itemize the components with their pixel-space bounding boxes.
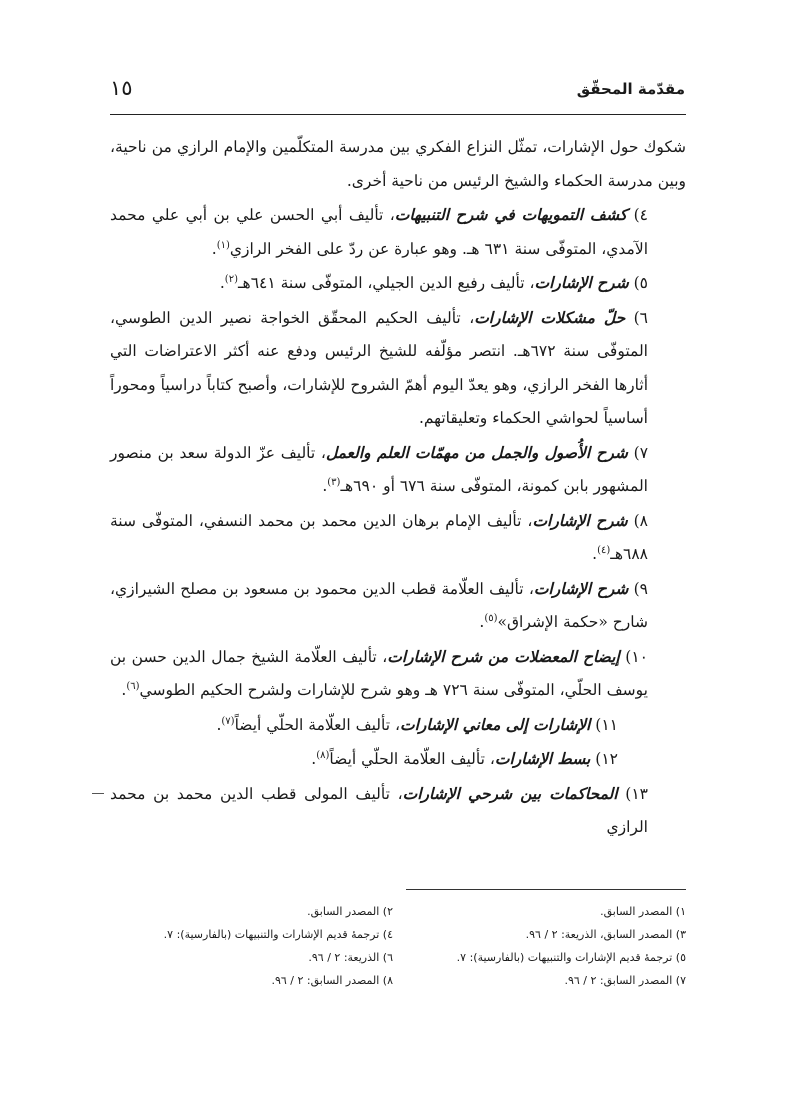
footnote-rule [406, 889, 686, 890]
list-item: ٧) شرح الأُصول والجمل من مهمّات العلم والعمل، تأليف عزّ الدولة سعد بن منصور المشهور بابن كمونة، المتوفّى سنة ٦٧٦ أو ٦٩٠هـ$^{(٣)}$. [110, 442, 649, 495]
footnote-ref: (٢) [224, 273, 238, 285]
footnote: ٨) المصدر السابق: ٢ / ٩٦. [271, 974, 393, 987]
item-text: ، تأليف الإمام برهان الدين محمد بن محمد النسفي، المتوفّى سنة ٦٨٨هـ [110, 511, 648, 563]
list-item: ١٠) إيضاح المعضلات من شرح الإشارات، تأليف العلّامة الشيخ جمال الدين حسن بن يوسف الحلّي، المتوفّى سنة ٧٢٦ هـ وهو شرح للإشارات ولشرح الحكيم الطوسي$^{(٦)}$. [110, 646, 648, 699]
item-number: ١٢) [590, 750, 618, 768]
item-text: ، تأليف العلّامة الشيخ جمال الدين حسن بن يوسف الحلّي، المتوفّى سنة ٧٢٦ هـ وهو شرح للإشارات ولشرح الحكيم الطوسي [110, 647, 648, 699]
book-title: المحاكمات بين شرحي الإشارات [402, 783, 618, 803]
item-number: ٧) [627, 443, 649, 462]
paragraph-text: شكوك حول الإشارات، تمثّل النزاع الفكري بين مدرسة المتكلّمين والإمام الرازي من ناحية، وبين مدرسة الحكماء والشيخ الرئيس من ناحية أخرى. [110, 138, 686, 190]
list-item [110, 777, 686, 845]
item-text: ، تأليف عزّ الدولة سعد بن منصور المشهور بابن كمونة، المتوفّى سنة ٦٧٦ أو ٦٩٠هـ [110, 443, 648, 495]
footnote-ref: (٣) [327, 476, 341, 488]
footnote-ref: (٤) [597, 544, 611, 556]
list-item: ١١) الإشارات إلى معاني الإشارات، تأليف العلّامة الحلّي أيضاً$^{(٧)}$. [216, 714, 618, 734]
list-item: ٥) شرح الإشارات، تأليف رفيع الدين الجيلي، المتوفّى سنة ٦٤١هـ$^{(٢)}$. [219, 273, 648, 292]
footnotes [110, 900, 686, 992]
footnote-ref: (٦) [126, 680, 140, 692]
item-number: ١١) [590, 715, 618, 734]
item-number: ١٠) [619, 647, 648, 666]
item-number: ١٣) [617, 784, 648, 803]
book-title: شرح الإشارات [533, 578, 629, 598]
footnote: ٥) ترجمهٔ قديم الإشارات والتنبيهات (بالفارسية): ٧. [456, 951, 686, 964]
list-item: ٨) شرح الإشارات، تأليف الإمام برهان الدين محمد بن محمد النسفي، المتوفّى سنة ٦٨٨هـ$^{(٤)}$. [110, 510, 648, 563]
list-item: ١٢) بسط الإشارات، تأليف العلّامة الحلّي أيضاً$^{(٨)}$. [311, 749, 618, 768]
book-title: شرح الإشارات [532, 510, 628, 530]
book-title: حلّ مشكلات الإشارات [474, 307, 626, 327]
book-title: إيضاح المعضلات من شرح الإشارات [387, 646, 620, 666]
item-text: ، تأليف الحكيم المحقّق الخواجة نصير الدين الطوسي، المتوفّى سنة ٦٧٢هـ. انتصر مؤلّفه للشيخ الرئيس ودفع عنه أكثر الاعتراضات التي أثارها الفخر الرازي، وهو يعدّ اليوم أهمّ الشروح للإشارات، وأصبح كتاباً دراسياً ومحوراً أساسياً لحواشي الحكماء وتعليقاتهم. [110, 308, 648, 427]
running-title: مقدّمة المحقّق [576, 80, 685, 98]
item-text: ، تأليف رفيع الدين الجيلي، المتوفّى سنة ٦٤١هـ [237, 274, 535, 292]
item-number: ٦) [625, 308, 648, 327]
book-title: بسط الإشارات [494, 749, 591, 768]
item-text: ، تأليف العلّامة الحلّي أيضاً [329, 750, 495, 768]
page-number: ١٥ [110, 76, 133, 100]
footnote-ref: (٨) [316, 749, 330, 761]
footnote: ٦) الذريعة: ٢ / ٩٦. [308, 951, 393, 964]
list-item: ٤) كشف التمويهات في شرح التنبيهات، تأليف أبي الحسن علي بن أبي علي محمد الآمدي، المتوفّى سنة ٦٣١ هـ. وهو عبارة عن ردّ على الفخر الرازي$^{(١)}$. [110, 205, 648, 258]
margin-mark [92, 793, 104, 794]
footnote-ref: (١) [216, 239, 230, 251]
paragraph [110, 131, 686, 198]
page-header [110, 76, 685, 106]
main-text [110, 131, 686, 845]
item-number: ٩) [628, 579, 648, 598]
footnote: ٧) المصدر السابق: ٢ / ٩٦. [564, 974, 686, 987]
item-number: ٥) [628, 274, 648, 292]
footnote: ٤) ترجمهٔ قديم الإشارات والتنبيهات (بالفارسية): ٧. [163, 928, 393, 941]
item-text: ، تأليف العلّامة قطب الدين محمود بن مسعود بن مصلح الشيرازي، شارح «حكمة الإشراق» [110, 579, 648, 631]
book-title: شرح الأُصول والجمل من مهمّات العلم والعمل [325, 442, 628, 462]
footnote: ٢) المصدر السابق. [307, 905, 393, 918]
book-title: شرح الإشارات [534, 273, 629, 292]
book-title: كشف التمويهات في شرح التنبيهات [394, 205, 628, 224]
item-text: ، تأليف أبي الحسن علي بن أبي علي محمد الآمدي، المتوفّى سنة ٦٣١ هـ. وهو عبارة عن ردّ على الفخر الرازي [110, 206, 648, 258]
item-text: ، تأليف العلّامة الحلّي أيضاً [234, 715, 400, 734]
list-item: ٩) شرح الإشارات، تأليف العلّامة قطب الدين محمود بن مسعود بن مصلح الشيرازي، شارح «حكمة الإشراق»$^{(٥)}$. [110, 578, 648, 631]
header-rule [110, 114, 686, 115]
book-title: الإشارات إلى معاني الإشارات [400, 714, 591, 734]
footnote: ٣) المصدر السابق، الذريعة: ٢ / ٩٦. [525, 928, 686, 941]
list-item [110, 301, 686, 436]
footnote-ref: (٥) [484, 612, 498, 624]
item-number: ٤) [627, 206, 648, 224]
item-number: ٨) [627, 511, 648, 530]
footnote: ١) المصدر السابق. [600, 905, 686, 918]
item-text: ، تأليف المولى قطب الدين محمد بن محمد الرازي [110, 784, 648, 836]
footnote-ref: (٧) [221, 715, 235, 727]
